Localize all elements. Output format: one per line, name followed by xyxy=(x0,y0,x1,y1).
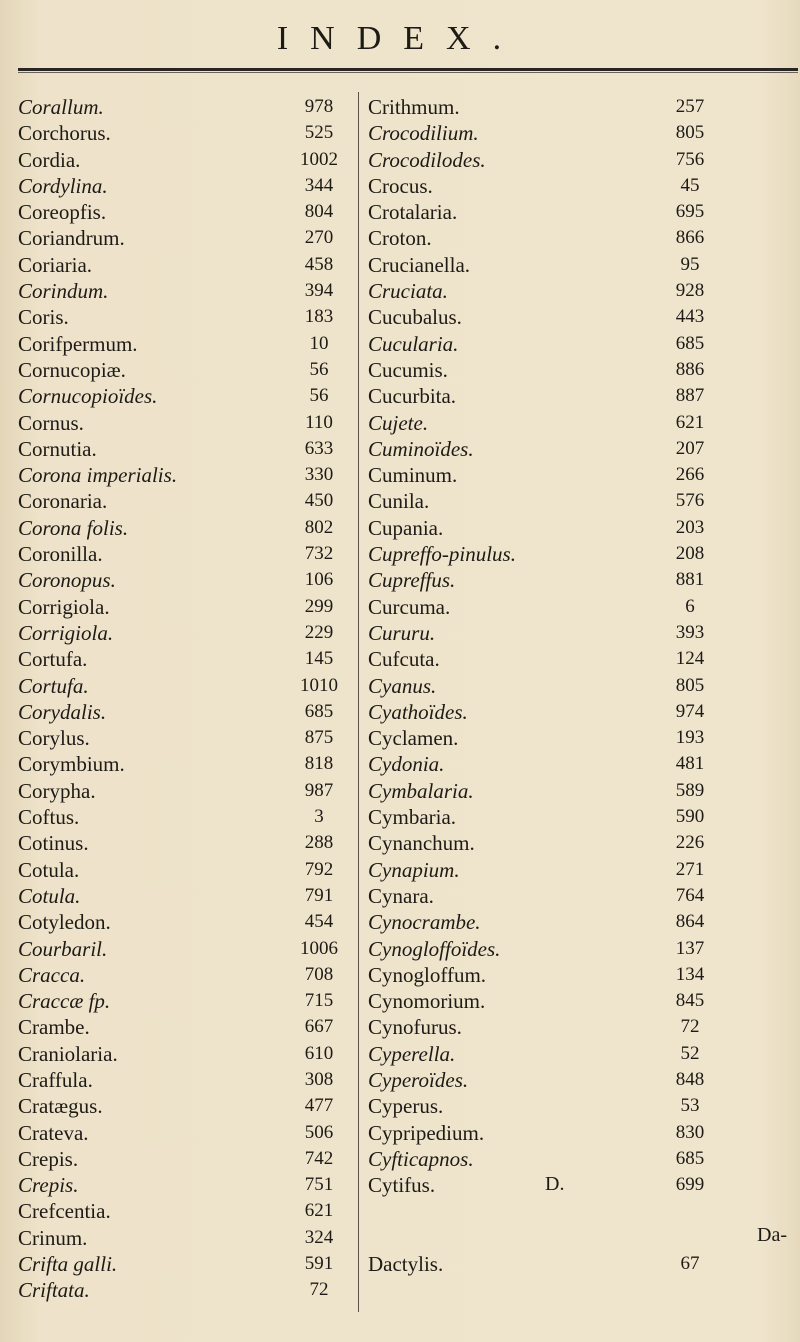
index-entry-name: Crucianella. xyxy=(368,252,471,277)
index-entry-page: 52 xyxy=(680,1042,700,1064)
index-entry-name: Cruciata. xyxy=(368,279,448,304)
index-entry-page: 610 xyxy=(304,1042,334,1064)
index-entry-page: 506 xyxy=(304,1121,334,1143)
index-entry-page: 791 xyxy=(304,884,334,906)
index-entry-page: 742 xyxy=(304,1147,334,1169)
index-entry-name: Cyperoïdes. xyxy=(368,1067,469,1092)
index-entry-page: 699 xyxy=(675,1174,705,1196)
index-entry-name: Corymbium. xyxy=(18,752,125,777)
index-entry-page: 695 xyxy=(675,201,705,223)
index-entry-name: Cornucopioïdes. xyxy=(18,384,158,409)
section-gap xyxy=(368,1225,668,1251)
index-entry-page: 288 xyxy=(304,832,334,854)
index-entry-name: Cordylina. xyxy=(18,173,108,198)
index-entry-name: Coftus. xyxy=(18,805,80,830)
index-entry-name: Crefcentia. xyxy=(18,1199,111,1224)
index-entry-page: 802 xyxy=(304,516,334,538)
index-entry-name: Corrigiola. xyxy=(18,594,110,619)
index-entry-name: Crocodilium. xyxy=(368,121,479,146)
index-entry-page: 67 xyxy=(680,1253,700,1275)
index-entry-page: 106 xyxy=(304,569,334,591)
index-entry-name: Cyperella. xyxy=(368,1041,456,1066)
index-entry-page: 95 xyxy=(680,253,700,275)
index-entry-name: Cuminum. xyxy=(368,463,458,488)
index-entry-page: 134 xyxy=(675,963,705,985)
index-entry-name: Cornus. xyxy=(18,410,84,435)
index-entry-name: Crifta galli. xyxy=(18,1252,118,1277)
index-entry-name: Craniolaria. xyxy=(18,1041,118,1066)
index-entry-name: Cotyledon. xyxy=(18,910,111,935)
index-entry-name: Coriaria. xyxy=(18,252,93,277)
index-entry-name: Cynanchum. xyxy=(368,831,475,856)
catchword: Da- xyxy=(757,1224,787,1246)
index-entry-name: Cornutia. xyxy=(18,436,97,461)
index-entry-page: 633 xyxy=(304,437,334,459)
index-entry-page: 394 xyxy=(304,280,334,302)
index-entry-name: Cymbalaria. xyxy=(368,778,474,803)
index-entry-name: Cufcuta. xyxy=(368,647,440,672)
index-entry-page: 848 xyxy=(675,1068,705,1090)
index-entry-name: Cynomorium. xyxy=(368,989,486,1014)
section-gap xyxy=(368,1198,668,1224)
index-entry-page: 393 xyxy=(675,621,705,643)
index-entry-name: Corona folis. xyxy=(18,515,129,540)
index-entry-page: 667 xyxy=(304,1016,334,1038)
index-entry-name: Cytifus. xyxy=(368,1173,436,1198)
index-entry-page: 299 xyxy=(304,595,334,617)
index-entry-page: 818 xyxy=(304,753,334,775)
index-entry-page: 708 xyxy=(304,963,334,985)
index-entry-page: 1002 xyxy=(300,148,338,170)
header-rule-thin xyxy=(18,72,798,73)
index-entry-page: 229 xyxy=(304,621,334,643)
index-entry-name: Cordia. xyxy=(18,147,81,172)
index-entry-name: Cotula. xyxy=(18,883,81,908)
index-entry-name: Cunila. xyxy=(368,489,430,514)
section-letter: D. xyxy=(545,1173,565,1195)
index-entry-name: Cynogloffoïdes. xyxy=(368,936,501,961)
index-entry-page: 193 xyxy=(675,727,705,749)
index-entry-page: 207 xyxy=(675,437,705,459)
index-entry-name: Cynapium. xyxy=(368,857,460,882)
index-entry-name: Coronilla. xyxy=(18,542,103,567)
index-entry-page: 271 xyxy=(675,858,705,880)
index-entry-name: Crinum. xyxy=(18,1225,88,1250)
index-entry-name: Crotalaria. xyxy=(368,200,458,225)
index-entry-page: 715 xyxy=(304,990,334,1012)
index-entry-name: Corypha. xyxy=(18,778,96,803)
index-entry-page: 330 xyxy=(304,464,334,486)
index-entry-name: Cynogloffum. xyxy=(368,962,487,987)
index-entry-page: 450 xyxy=(304,490,334,512)
index-entry-page: 56 xyxy=(309,385,329,407)
index-entry-page: 589 xyxy=(675,779,705,801)
index-entry-page: 805 xyxy=(675,674,705,696)
index-entry-page: 6 xyxy=(685,595,695,617)
index-entry-page: 344 xyxy=(304,174,334,196)
index-entry-page: 881 xyxy=(675,569,705,591)
index-entry-name: Cracca. xyxy=(18,962,86,987)
index-entry-page: 124 xyxy=(675,648,705,670)
index-entry-name: Cynara. xyxy=(368,883,434,908)
index-entry-page: 886 xyxy=(675,358,705,380)
index-entry-name: Cujete. xyxy=(368,410,429,435)
index-entry-name: Crepis. xyxy=(18,1146,79,1171)
right-pages-column xyxy=(650,94,730,1277)
index-entry-page: 72 xyxy=(309,1279,329,1301)
index-entry-name: Cortufa. xyxy=(18,673,89,698)
index-entry-name: Crocus. xyxy=(368,173,433,198)
index-entry-page: 443 xyxy=(675,306,705,328)
index-entry-name: Crateva. xyxy=(18,1120,89,1145)
index-entry-name: Cucularia. xyxy=(368,331,459,356)
index-entry-name: Cynocrambe. xyxy=(368,910,481,935)
index-entry-page: 477 xyxy=(304,1095,334,1117)
index-entry-page: 525 xyxy=(304,122,334,144)
index-entry-name: Cyfticapnos. xyxy=(368,1146,474,1171)
index-entry-name: Cupreffus. xyxy=(368,568,456,593)
index-entry-name: Cyclamen. xyxy=(368,726,459,751)
index-entry-page: 137 xyxy=(675,937,705,959)
index-entry-name: Dactylis. xyxy=(368,1252,444,1277)
index-entry-name: Cuminoïdes. xyxy=(368,436,474,461)
index-entry-name: Coreopfis. xyxy=(18,200,107,225)
index-entry-name: Courbaril. xyxy=(18,936,108,961)
index-entry-page: 621 xyxy=(675,411,705,433)
index-entry-page: 56 xyxy=(309,358,329,380)
index-entry-page: 110 xyxy=(305,411,333,433)
index-entry-page: 978 xyxy=(304,96,334,117)
index-entry-page: 481 xyxy=(675,753,705,775)
index-entry-page: 764 xyxy=(675,884,705,906)
index-entry-page: 864 xyxy=(675,911,705,933)
index-entry-page: 257 xyxy=(675,96,705,117)
left-names-column xyxy=(18,94,318,1304)
index-entry-page: 887 xyxy=(675,385,705,407)
index-entry-page: 621 xyxy=(304,1200,334,1222)
index-entry-page: 270 xyxy=(304,227,334,249)
index-entry-page: 805 xyxy=(675,122,705,144)
index-entry-name: Crambe. xyxy=(18,1015,90,1040)
index-entry-page: 685 xyxy=(675,1147,705,1169)
index-entry-name: Corrigiola. xyxy=(18,620,114,645)
section-gap xyxy=(650,1225,730,1251)
index-entry-name: Corydalis. xyxy=(18,699,107,724)
index-entry-page: 685 xyxy=(675,332,705,354)
index-entry-page: 72 xyxy=(680,1016,700,1038)
index-entry-name: Cupania. xyxy=(368,515,444,540)
index-entry-name: Corchorus. xyxy=(18,121,111,146)
index-entry-page: 974 xyxy=(675,700,705,722)
index-entry-name: Cotula. xyxy=(18,857,80,882)
index-entry-page: 866 xyxy=(675,227,705,249)
index-entry-name: Cymbaria. xyxy=(368,805,457,830)
index-entry-page: 3 xyxy=(314,806,324,828)
index-entry-page: 685 xyxy=(304,700,334,722)
index-entry-page: 928 xyxy=(675,280,705,302)
index-entry-page: 830 xyxy=(675,1121,705,1143)
index-entry-page: 45 xyxy=(680,174,700,196)
section-gap xyxy=(650,1198,730,1224)
index-entry-name: Corallum. xyxy=(18,95,104,119)
index-entry-page: 751 xyxy=(304,1174,334,1196)
index-entry-page: 145 xyxy=(304,648,334,670)
index-entry-page: 987 xyxy=(304,779,334,801)
index-entry-page: 454 xyxy=(304,911,334,933)
index-entry-page: 792 xyxy=(304,858,334,880)
index-entry-name: Corona imperialis. xyxy=(18,463,178,488)
right-names-column xyxy=(368,94,668,1277)
index-entry-page: 590 xyxy=(675,806,705,828)
index-entry-name: Cypripedium. xyxy=(368,1120,485,1145)
index-entry-name: Cucumis. xyxy=(368,357,448,382)
index-entry-name: Croton. xyxy=(368,226,432,251)
index-entry-page: 308 xyxy=(304,1068,334,1090)
index-entry-page: 1010 xyxy=(300,674,338,696)
index-entry-name: Cyperus. xyxy=(368,1094,444,1119)
index-entry-page: 804 xyxy=(304,201,334,223)
index-entry-name: Cortufa. xyxy=(18,647,88,672)
index-entry-page: 53 xyxy=(680,1095,700,1117)
index-entry-name: Coriandrum. xyxy=(18,226,125,251)
index-entry-page: 591 xyxy=(304,1253,334,1275)
index-entry-name: Crithmum. xyxy=(368,95,460,119)
index-entry-page: 576 xyxy=(675,490,705,512)
index-entry-name: Craccæ fp. xyxy=(18,989,111,1014)
index-entry-page: 732 xyxy=(304,543,334,565)
header-rule xyxy=(18,68,798,71)
left-pages-column xyxy=(286,94,352,1304)
index-entry-name: Crepis. xyxy=(18,1173,79,1198)
index-entry-name: Cupreffo-pinulus. xyxy=(368,542,516,567)
index-entry-name: Cururu. xyxy=(368,620,436,645)
index-entry-name: Cynofurus. xyxy=(368,1015,462,1040)
index-entry-name: Coronaria. xyxy=(18,489,108,514)
index-entry-page: 875 xyxy=(304,727,334,749)
index-entry-name: Cratægus. xyxy=(18,1094,103,1119)
index-entry-name: Cyanus. xyxy=(368,673,437,698)
index-entry-name: Cucurbita. xyxy=(368,384,457,409)
index-entry-name: Corindum. xyxy=(18,279,109,304)
index-entry-page: 845 xyxy=(675,990,705,1012)
index-entry-name: Cydonia. xyxy=(368,752,445,777)
index-entry-name: Coris. xyxy=(18,305,69,330)
index-entry-page: 10 xyxy=(309,332,329,354)
index-entry-page: 266 xyxy=(675,464,705,486)
index-entry-name: Craffula. xyxy=(18,1067,93,1092)
index-entry-page: 756 xyxy=(675,148,705,170)
index-entry-name: Cyathoïdes. xyxy=(368,699,468,724)
column-divider xyxy=(358,92,359,1312)
index-entry-name: Crocodilodes. xyxy=(368,147,486,172)
index-entry-page: 208 xyxy=(675,543,705,565)
index-entry-page: 203 xyxy=(675,516,705,538)
index-entry-page: 1006 xyxy=(300,937,338,959)
index-entry-name: Criftata. xyxy=(18,1278,90,1303)
index-entry-name: Corylus. xyxy=(18,726,90,751)
index-entry-name: Corifpermum. xyxy=(18,331,138,356)
index-entry-name: Cornucopiæ. xyxy=(18,357,126,382)
index-entry-name: Coronopus. xyxy=(18,568,116,593)
index-entry-name: Curcuma. xyxy=(368,594,451,619)
index-entry-page: 324 xyxy=(304,1226,334,1248)
index-entry-page: 458 xyxy=(304,253,334,275)
page-title: INDEX. xyxy=(276,20,524,57)
index-entry-name: Cucubalus. xyxy=(368,305,462,330)
index-entry-page: 183 xyxy=(304,306,334,328)
index-entry-page: 226 xyxy=(675,832,705,854)
index-entry-name: Cotinus. xyxy=(18,831,89,856)
